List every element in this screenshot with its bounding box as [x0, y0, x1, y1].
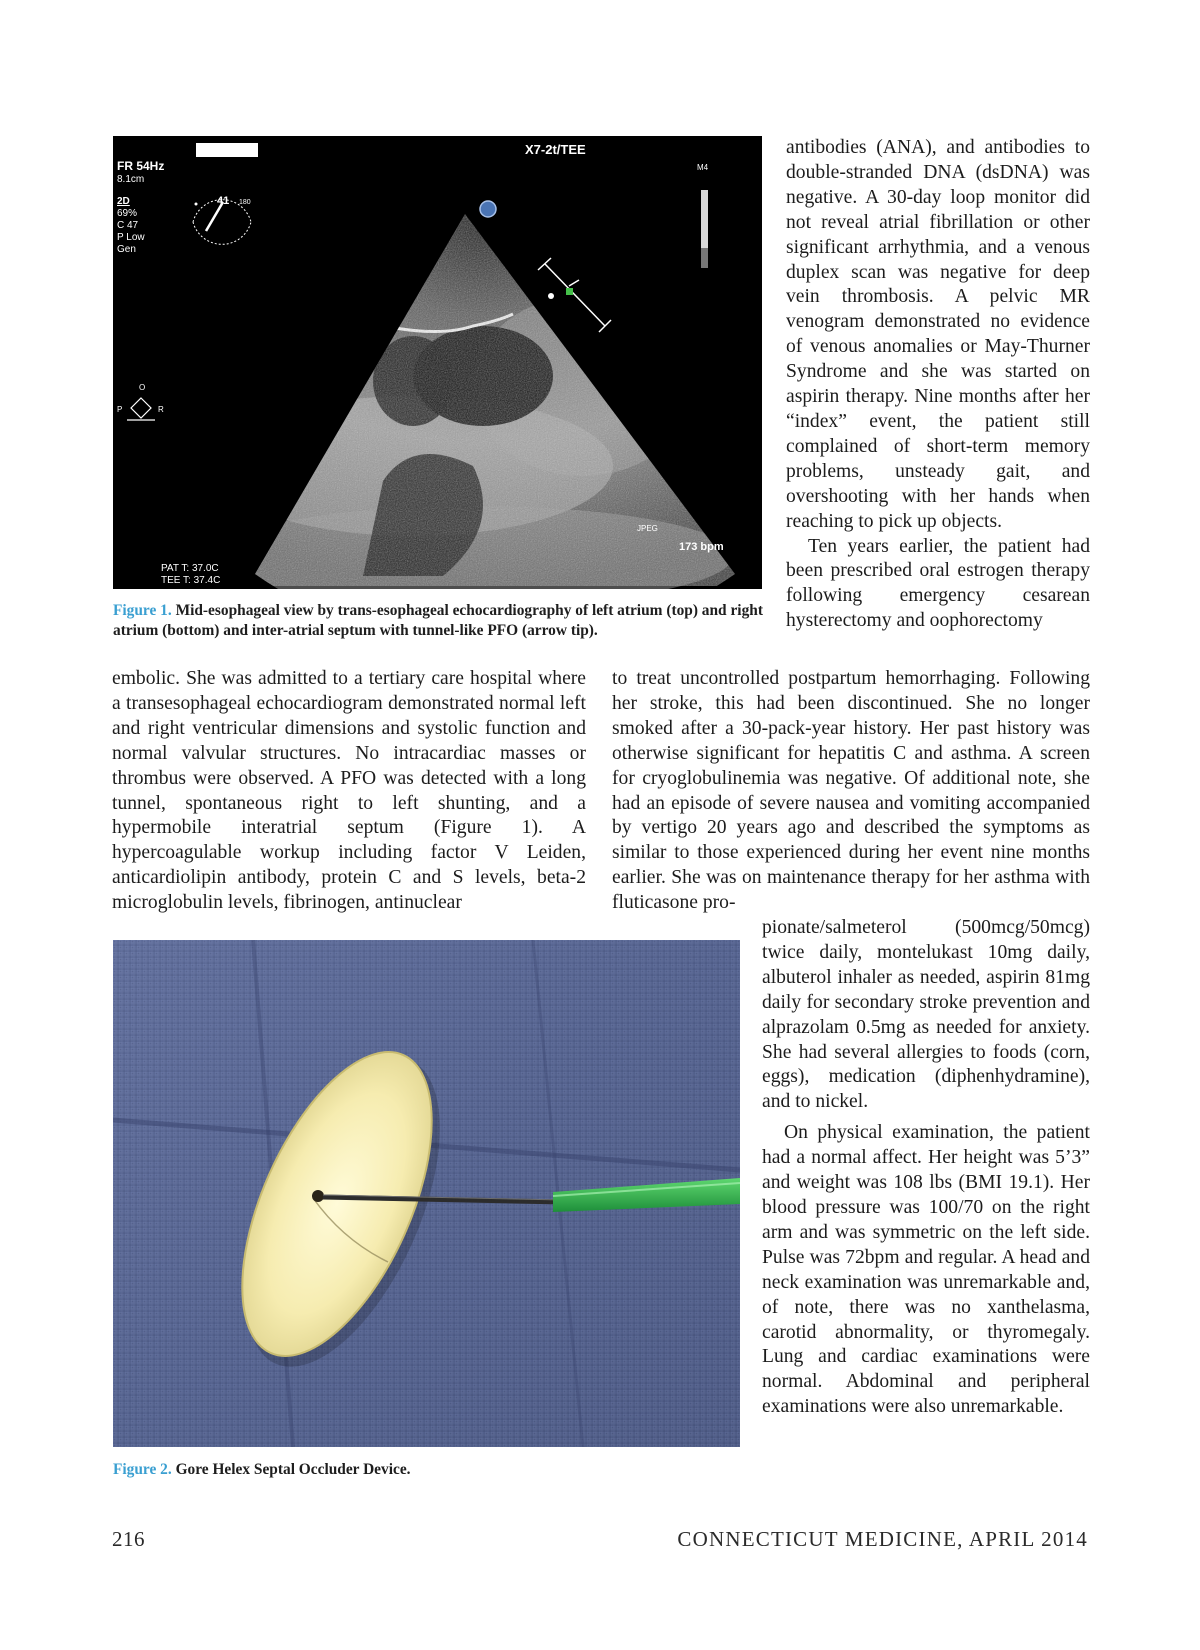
- journal-citation: CONNECTICUT MEDICINE, APRIL 2014: [677, 1527, 1088, 1551]
- figure-2-device-photo: [113, 940, 740, 1447]
- right-column-bottom: [762, 916, 1090, 1420]
- echo-image: [113, 136, 762, 589]
- orientation-left: P: [117, 405, 123, 414]
- right-column-middle: [612, 667, 1090, 916]
- figure-2-caption-text: Gore Helex Septal Occluder Device.: [171, 1461, 411, 1478]
- figure-2-label: Figure 2.: [113, 1461, 172, 1478]
- orientation-top: O: [139, 383, 146, 392]
- paragraph-physical-exam: On physical examination, the patient had a normal affect. Her height was 5’3” and weight was 108 lbs (BMI 19.1). Her blood pressure was 100/70 on the right arm and was symmetric on the left side. Pulse was 72bpm and regular. A head and neck examination was unremarkable and, of note, there was no xanthelasma, carotid abnormality, or thyromegaly. Lung and cardiac examinations were normal. Abdominal and peripheral examinations were also unremarkable.: [762, 1122, 1090, 1418]
- echo-depth: 8.1cm: [117, 174, 145, 185]
- paragraph-admission: embolic. She was admitted to a tertiary care hospital where a transesophageal echocardiogram demonstrated normal left and right ventricular dimensions and systolic function and normal valvular structures. No intracardiac masses or thrombus were observed. A PFO was detected with a long tunnel, spontaneous right to left shunting, and a hypermobile interatrial septum (Figure 1). A hypercoagulable workup including factor V Leiden, anticardiolipin antibody, protein C and S levels, beta-2 microglobulin levels, fibrinogen, antinuclear: [112, 668, 586, 914]
- page-number: 216: [112, 1527, 145, 1551]
- echo-mode: 2D: [117, 196, 130, 207]
- echo-heart-rate: 173 bpm: [679, 541, 724, 553]
- patient-temperature: PAT T: 37.0C: [161, 563, 219, 574]
- paragraph-medications: pionate/salmeterol (500mcg/50mcg) twice daily, montelukast 10mg daily, albuterol inhaler as needed, aspirin 81mg daily for secondary stroke prevention and alprazolam 0.5mg as needed for anxiety. She had several allergies to foods (corn, eggs), medication (diphenhydramine), and to nickel.: [762, 917, 1090, 1113]
- figure-2-caption: [113, 1460, 713, 1480]
- figure-1-caption: [113, 601, 773, 640]
- echo-map: M4: [697, 163, 709, 172]
- orientation-right: R: [158, 405, 164, 414]
- figure-1-caption-text: Mid-esophageal view by trans-esophageal echocardiography of left atrium (top) and right atrium (bottom) and inter-atrial septum with tunnel-like PFO (arrow tip).: [113, 602, 763, 639]
- echo-format: JPEG: [637, 524, 658, 533]
- echo-gain: 69%: [117, 208, 138, 219]
- echo-probe-label: X7-2t/TEE: [525, 142, 586, 157]
- echo-compress: C 47: [117, 220, 139, 231]
- paragraph-lab-results: antibodies (ANA), and antibodies to double-stranded DNA (dsDNA) was negative. A 30-day loop monitor did not reveal atrial fibrillation or other significant arrhythmia, and a venous duplex scan was negative for deep vein thrombosis. A pelvic MR venogram demonstrated no evidence of venous anomalies or May-Thurner Syndrome and she was started on aspirin therapy. Nine months after her “index” event, the patient still complained of short-term memory problems, unsteady gait, and overshooting with her hands when reaching to pick up objects.: [786, 137, 1090, 532]
- echo-power: P Low: [117, 232, 145, 243]
- echo-gen: Gen: [117, 244, 136, 255]
- tee-temperature: TEE T: 37.4C: [161, 575, 221, 586]
- paragraph-history-continued: to treat uncontrolled postpartum hemorrhaging. Following her stroke, this had been discontinued. She no longer smoked after a 30-pack-year history. Her past history was otherwise significant for hepatitis C and asthma. A screen for cryoglobulinemia was negative. Of additional note, she had an episode of severe nausea and vomiting accompanied by vertigo 20 years ago and described the symptoms as similar to those experienced during her event nine months earlier. She was on maintenance therapy for her asthma with fluticasone pro-: [612, 668, 1090, 914]
- paragraph-history-start: Ten years earlier, the patient had been prescribed oral estrogen therapy following emergency cesarean hysterectomy and oophorectomy: [786, 535, 1090, 632]
- left-column-text: [112, 667, 586, 916]
- right-column-top: [786, 136, 1090, 634]
- occluder-photo: [113, 940, 740, 1447]
- echo-frame-rate: FR 54Hz: [117, 159, 165, 173]
- figure-1-label: Figure 1.: [113, 602, 172, 619]
- figure-1-echocardiogram: [113, 136, 762, 589]
- angle-value: 41: [217, 195, 230, 207]
- angle-max: 180: [239, 199, 251, 206]
